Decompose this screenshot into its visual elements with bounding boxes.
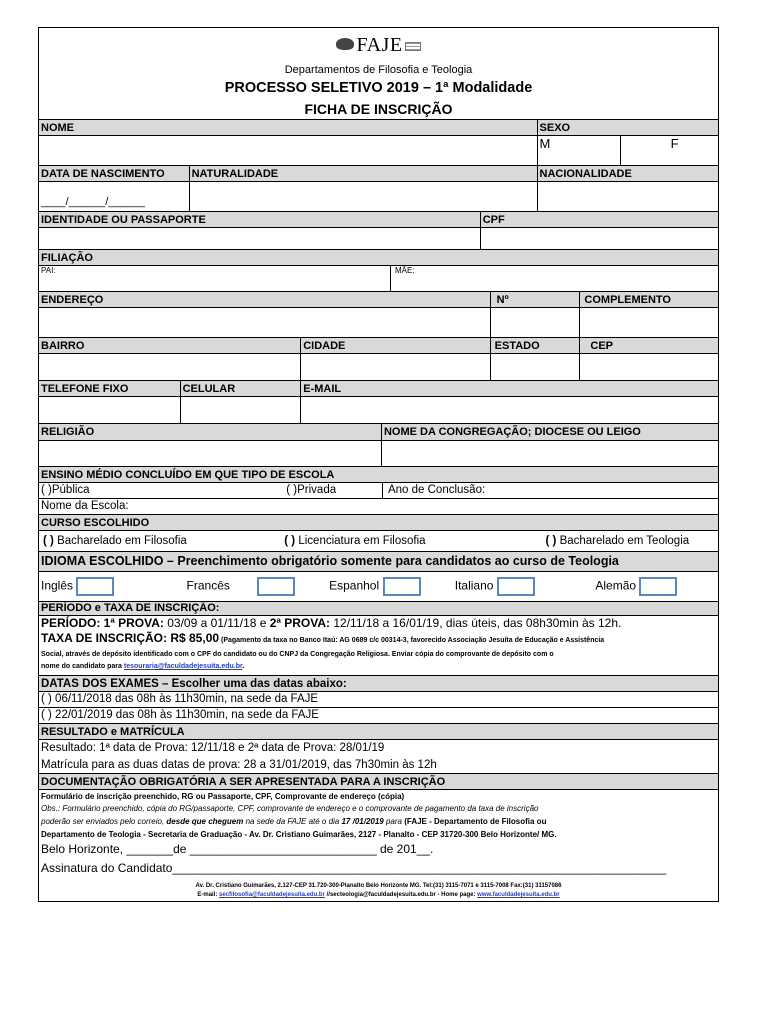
resultado-text: Resultado: 1ª data de Prova: 12/11/18 e 2ª data de Prova: 28/01/19 xyxy=(41,742,385,754)
label-periodo: PERÍODO e TAXA DE INSCRIÇÃO: xyxy=(39,602,718,615)
sexo-m-field[interactable]: M xyxy=(537,136,621,165)
label-curso: CURSO ESCOLHIDO xyxy=(39,515,718,530)
label-email: E-MAIL xyxy=(300,381,718,396)
cpf-field[interactable] xyxy=(480,228,718,249)
idioma-espanhol-option[interactable]: Espanhol xyxy=(327,577,441,596)
page-title: PROCESSO SELETIVO 2019 – 1ª Modalidade xyxy=(224,80,533,96)
checkbox-alemao[interactable] xyxy=(639,577,677,596)
mae-field[interactable]: MÃE: xyxy=(390,266,718,291)
doc-line-4: Departamento de Teologia - Secretaria de Graduação - Av. Dr. Cristiano Guimarães, 2127 - Planalto - CEP 31720-300 Belo Horizonte/ MG. xyxy=(41,830,557,839)
checkbox-italiano[interactable] xyxy=(497,577,535,596)
complemento-field[interactable] xyxy=(579,308,718,337)
idioma-alemao-option[interactable]: Alemão xyxy=(570,577,718,596)
label-endereco: ENDEREÇO xyxy=(39,292,490,307)
registration-form xyxy=(38,27,719,902)
data-exame-1-option[interactable]: ( ) 06/11/2018 das 08h às 11h30min, na sede da FAJE xyxy=(41,693,319,705)
label-estado: ESTADO xyxy=(490,338,580,353)
taxa-text: TAXA DE INSCRIÇÃO: R$ 85,00 (Pagamento da taxa no Banco Itaú: AG 0689 c/c 00314-3, favorecido Associação Jesuíta de Educação e Assistência xyxy=(41,631,605,645)
ensino-privada-option[interactable]: ( )Privada xyxy=(286,484,337,496)
nacionalidade-field[interactable] xyxy=(537,182,718,211)
curso-bach-teologia-option[interactable]: ( ) Bacharelado em Teologia xyxy=(545,535,690,547)
label-complemento: COMPLEMENTO xyxy=(579,292,718,307)
label-datas: DATAS DOS EXAMES – Escolher uma das datas abaixo: xyxy=(39,676,718,691)
label-idioma: IDIOMA ESCOLHIDO – Preenchimento obrigatório somente para candidatos ao curso de Teologia xyxy=(39,552,718,571)
label-filiacao: FILIAÇÃO xyxy=(39,250,718,265)
label-bairro: BAIRRO xyxy=(39,338,300,353)
congregacao-field[interactable] xyxy=(381,441,718,466)
taxa-note-2: Social, através de depósito identificado com o CPF do candidato ou do CNPJ da Congregação Religiosa. Enviar cópia do comprovante de depósito com o xyxy=(41,651,554,658)
cep-field[interactable] xyxy=(579,354,718,380)
label-cidade: CIDADE xyxy=(300,338,489,353)
identidade-field[interactable] xyxy=(39,228,480,249)
estado-field[interactable] xyxy=(490,354,580,380)
doc-line-1: Formulário de inscrição preenchido, RG ou Passaporte, CPF, Comprovante de endereço (cópia) xyxy=(41,792,405,801)
label-resultado: RESULTADO e MATRÍCULA xyxy=(39,724,718,739)
tesouraria-email-link[interactable]: tesouraria@faculdadejesuita.edu.br xyxy=(123,663,243,670)
nome-field[interactable] xyxy=(39,136,537,165)
logo-swoosh-icon xyxy=(336,38,354,50)
telefone-field[interactable] xyxy=(39,397,180,423)
checkbox-frances[interactable] xyxy=(257,577,295,596)
faje-logo: FAJE xyxy=(39,34,718,57)
label-cpf: CPF xyxy=(480,212,718,227)
form-header xyxy=(39,28,718,119)
doc-line-3: poderão ser enviados pelo correio, desde que cheguem na sede da FAJE até o dia 17 /01/2019 para (FAJE - Departamento de Filosofia ou xyxy=(41,817,547,826)
logo-emblem-icon xyxy=(405,42,421,51)
bairro-field[interactable] xyxy=(39,354,300,380)
label-sexo: SEXO xyxy=(537,120,718,135)
label-telefone: TELEFONE FIXO xyxy=(39,381,180,396)
label-celular: CELULAR xyxy=(180,381,301,396)
footer-address: Av. Dr. Cristiano Guimarães, 2.127-CEP 31.720-300-Planalto Belo Horizonte MG. Tel:(31) 3115-7071 e 3115-7008 Fax:(31) 31157086 xyxy=(195,883,562,889)
footer-contacts: E-mail: secfilosofia@faculdadejesuita.edu.br //secteologia@faculdadejesuita.edu.br - Home page: www.faculdadejesuita.edu.br xyxy=(197,892,560,898)
label-nome: NOME xyxy=(39,120,537,135)
label-congregacao: NOME DA CONGREGAÇÃO; DIOCESE OU LEIGO xyxy=(381,424,718,440)
curso-lic-filosofia-option[interactable]: ( ) Licenciatura em Filosofia xyxy=(284,535,426,547)
local-data-field[interactable]: Belo Horizonte, _______de ____________________________ de 201__. xyxy=(41,842,434,856)
religiao-field[interactable] xyxy=(39,441,381,466)
ano-conclusao-field[interactable]: Ano de Conclusão: xyxy=(382,483,718,498)
page-subtitle: FICHA DE INSCRIÇÃO xyxy=(304,101,453,117)
checkbox-espanhol[interactable] xyxy=(383,577,421,596)
pai-field[interactable]: PAI: xyxy=(41,266,56,275)
data-nascimento-field[interactable]: ____/______/______ xyxy=(41,196,145,208)
idioma-frances-option[interactable]: Francês xyxy=(184,577,328,596)
label-religiao: RELIGIÃO xyxy=(39,424,381,440)
label-cep: CEP xyxy=(579,338,718,353)
endereco-field[interactable] xyxy=(39,308,490,337)
idioma-ingles-option[interactable]: Inglês xyxy=(39,577,184,596)
label-numero: Nº xyxy=(490,292,580,307)
homepage-link[interactable]: www.faculdadejesuita.edu.br xyxy=(477,892,560,898)
periodo-text: PERÍODO: 1ª PROVA: 03/09 a 01/11/18 e 2ª PROVA: 12/11/18 a 16/01/19, dias úteis, das 08h30min às 12h. xyxy=(41,616,622,630)
secfilosofia-email-link[interactable]: secfilosofia@faculdadejesuita.edu.br xyxy=(219,892,325,898)
taxa-note-3: nome do candidato para tesouraria@faculdadejesuita.edu.br. xyxy=(41,663,245,670)
idioma-italiano-option[interactable]: Italiano xyxy=(441,577,571,596)
doc-line-2: Obs.: Formulário preenchido, cópia do RG/passaporte, CPF, comprovante de endereço e o comprovante de pagamento da taxa de inscrição xyxy=(41,804,539,813)
cidade-field[interactable] xyxy=(300,354,489,380)
sexo-f-field[interactable]: F xyxy=(620,136,718,165)
email-field[interactable] xyxy=(300,397,718,423)
dept-name: Departamentos de Filosofia e Teologia xyxy=(284,64,473,76)
celular-field[interactable] xyxy=(180,397,301,423)
assinatura-field[interactable]: Assinatura do Candidato__________________________________________________________________________ xyxy=(41,861,667,875)
curso-bach-filosofia-option[interactable]: ( ) Bacharelado em Filosofia xyxy=(43,535,187,547)
naturalidade-field[interactable] xyxy=(189,182,537,211)
label-naturalidade: NATURALIDADE xyxy=(189,166,537,181)
checkbox-ingles[interactable] xyxy=(76,577,114,596)
label-identidade: IDENTIDADE OU PASSAPORTE xyxy=(39,212,480,227)
data-exame-2-option[interactable]: ( ) 22/01/2019 das 08h às 11h30min, na sede da FAJE xyxy=(41,709,319,721)
nome-escola-field[interactable]: Nome da Escola: xyxy=(41,500,129,512)
label-ensino-medio: ENSINO MÉDIO CONCLUÍDO EM QUE TIPO DE ESCOLA xyxy=(39,467,718,482)
label-nacionalidade: NACIONALIDADE xyxy=(537,166,718,181)
numero-field[interactable] xyxy=(490,308,580,337)
matricula-text: Matrícula para as duas datas de prova: 28 a 31/01/2019, das 7h30min às 12h xyxy=(41,759,437,771)
label-data-nascimento: DATA DE NASCIMENTO xyxy=(39,166,189,181)
label-documentacao: DOCUMENTAÇÃO OBRIGATÓRIA A SER APRESENTADA PARA A INSCRIÇÃO xyxy=(39,774,718,789)
ensino-publica-option[interactable]: ( )Pública xyxy=(41,484,90,496)
